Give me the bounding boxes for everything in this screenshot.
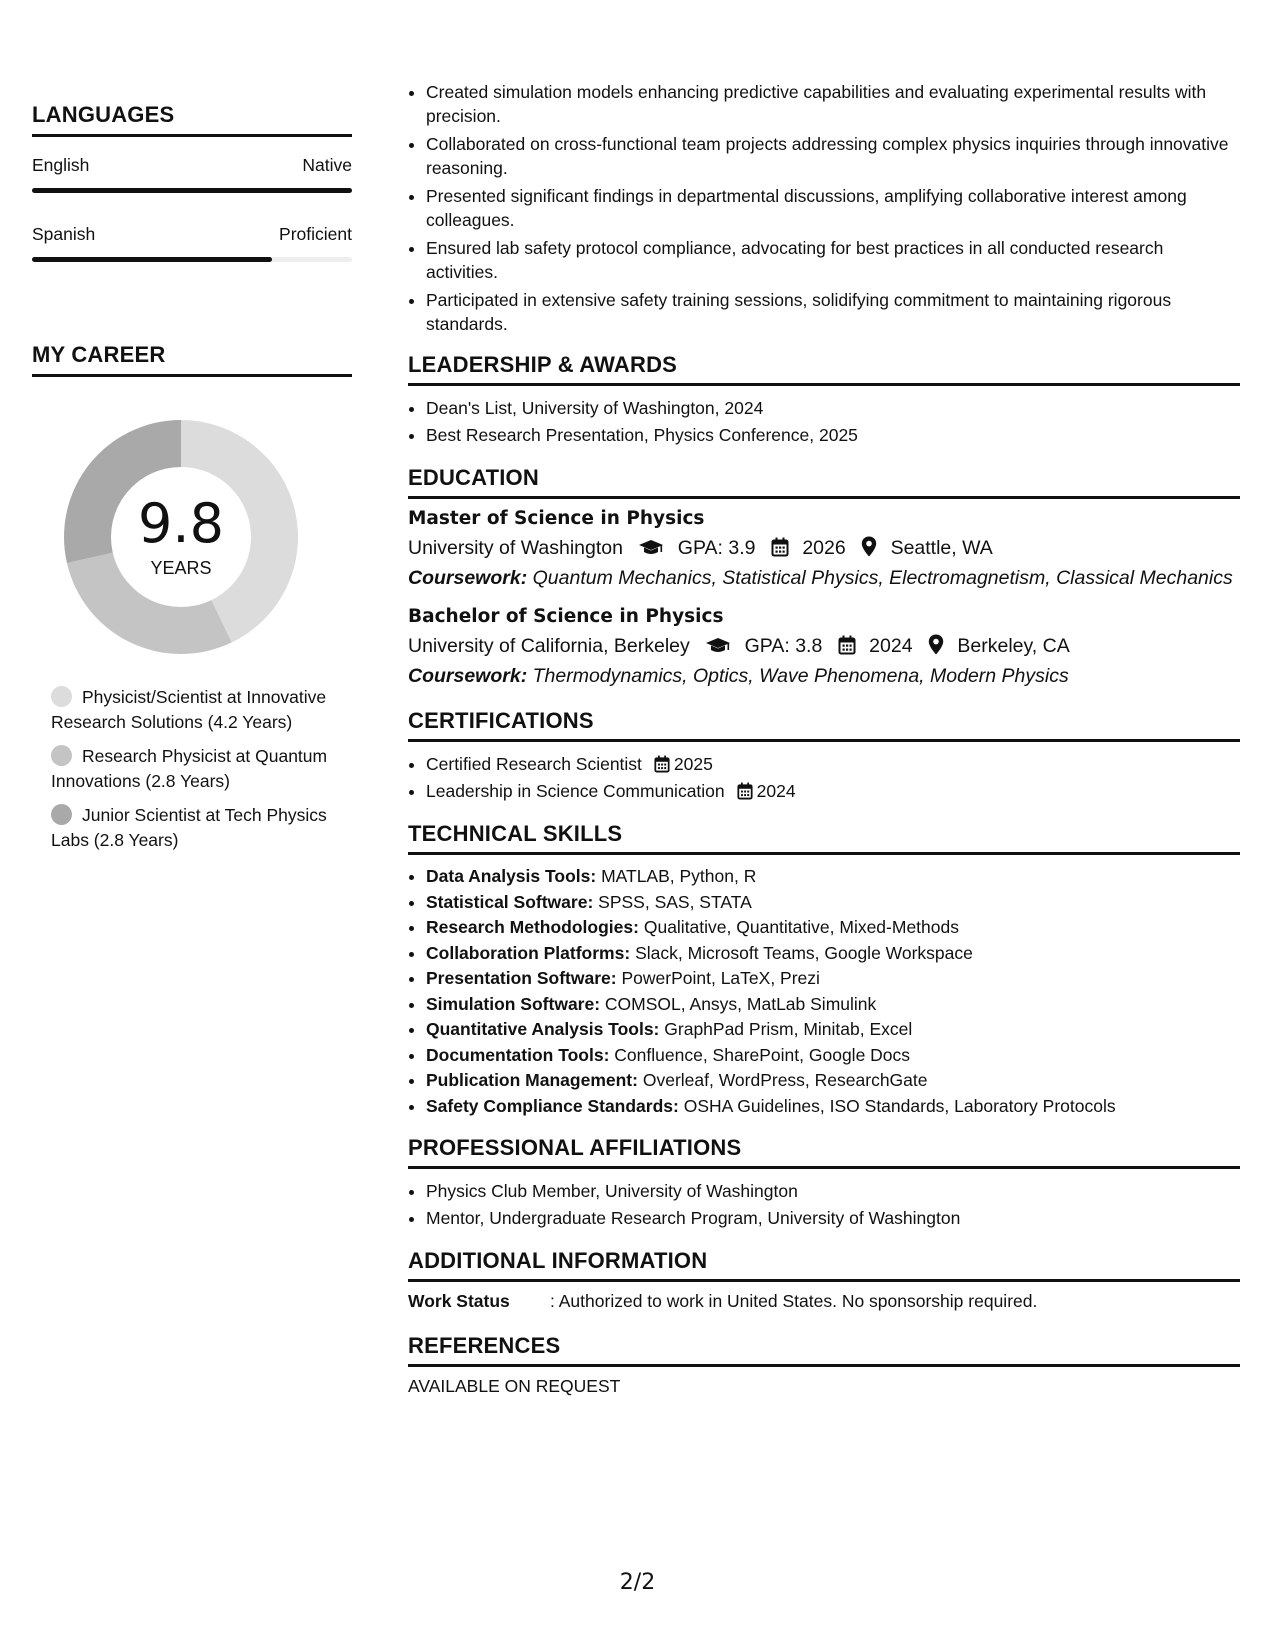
location-pin-icon <box>861 536 877 557</box>
skill-label: Data Analysis Tools: <box>426 866 597 886</box>
certification-item <box>426 751 1240 778</box>
experience-bullet: • Collaborated on cross-functional team projects addressing complex physics inquiries through innovative reasoning. <box>426 132 1240 180</box>
career-total-unit: YEARS <box>150 558 212 578</box>
education-meta <box>408 536 1240 560</box>
certification-name: Leadership in Science Communication <box>426 781 725 801</box>
coursework-list: Thermodynamics, Optics, Wave Phenomena, Modern Physics <box>532 665 1069 687</box>
work-status-label: Work Status <box>408 1291 510 1311</box>
skill-label: Collaboration Platforms: <box>426 942 631 963</box>
skill-label: Publication Management: <box>426 1070 638 1090</box>
certification-year: 2024 <box>756 781 796 801</box>
skill-value: PowerPoint, LaTeX, Prezi <box>621 968 820 988</box>
calendar-icon <box>771 537 789 557</box>
certification-name: Certified Research Scientist <box>426 754 642 774</box>
skill-item <box>426 992 1240 1018</box>
degree-title: Master of Science in Physics <box>408 508 705 529</box>
coursework-label: Coursework: <box>408 665 528 687</box>
skill-value: SPSS, SAS, STATA <box>598 891 752 912</box>
references-section <box>408 1333 1240 1397</box>
skill-item <box>426 1094 1240 1120</box>
calendar-icon <box>654 755 670 773</box>
coursework-list: Quantum Mechanics, Statistical Physics, Electromagnetism, Classical Mechanics <box>532 567 1233 589</box>
leadership-heading: LEADERSHIP & AWARDS <box>408 352 1240 386</box>
affiliation-item: • Mentor, Undergraduate Research Program, University of Washington <box>426 1205 1240 1232</box>
certification-year: 2025 <box>673 754 713 774</box>
additional-info-section <box>408 1248 1240 1317</box>
leadership-item: • Best Research Presentation, Physics Conference, 2025 <box>426 422 1240 449</box>
education-heading: EDUCATION <box>408 465 1240 499</box>
career-legend-label: Physicist/Scientist at Innovative Research Solutions (4.2 Years) <box>51 687 327 732</box>
experience-bullet: • Participated in extensive safety training sessions, solidifying commitment to maintaining rigorous standards. <box>426 288 1240 336</box>
career-total-value: 9.8 <box>138 492 224 555</box>
career-legend-dot <box>51 686 72 707</box>
skill-label: Research Methodologies: <box>426 917 639 937</box>
school-location: Seattle, WA <box>890 537 993 559</box>
education-entry <box>408 508 1240 590</box>
graduation-cap-icon <box>638 539 664 557</box>
language-level: Proficient <box>279 224 352 244</box>
language-proficiency-fill <box>32 188 352 193</box>
skill-item <box>426 941 1240 967</box>
calendar-icon <box>838 635 856 655</box>
gpa: GPA: 3.8 <box>744 635 823 657</box>
skill-item <box>426 1017 1240 1043</box>
career-legend-item <box>51 803 341 853</box>
skill-label: Quantitative Analysis Tools: <box>426 1019 660 1039</box>
language-proficiency-bar <box>32 188 352 193</box>
skills-heading: TECHNICAL SKILLS <box>408 821 1240 855</box>
skill-value: COMSOL, Ansys, MatLab Simulink <box>604 993 877 1014</box>
career-legend-dot <box>51 745 72 766</box>
school-name: University of California, Berkeley <box>408 635 690 657</box>
skill-value: Qualitative, Quantitative, Mixed-Methods <box>643 917 959 937</box>
education-entry <box>408 606 1240 688</box>
career-heading: MY CAREER <box>32 342 352 377</box>
career-legend-label: Junior Scientist at Tech Physics Labs (2.8 Years) <box>51 805 327 850</box>
career-legend-dot <box>51 804 72 825</box>
work-status-value: : Authorized to work in United States. No sponsorship required. <box>550 1291 1038 1311</box>
skill-value: MATLAB, Python, R <box>601 866 757 886</box>
skill-item <box>426 915 1240 941</box>
skill-value: Overleaf, WordPress, ResearchGate <box>642 1070 928 1090</box>
references-text: AVAILABLE ON REQUEST <box>408 1376 621 1396</box>
skill-item <box>426 890 1240 916</box>
calendar-icon <box>737 782 753 800</box>
experience-bullet: • Ensured lab safety protocol compliance, advocating for best practices in all conducted research activities. <box>426 236 1240 284</box>
experience-bullet: • Presented significant findings in departmental discussions, amplifying collaborative interest among colleagues. <box>426 184 1240 232</box>
skill-label: Safety Compliance Standards: <box>426 1095 679 1116</box>
skill-value: OSHA Guidelines, ISO Standards, Laboratory Protocols <box>683 1095 1116 1116</box>
language-proficiency-fill <box>32 257 272 262</box>
language-name: English <box>32 155 90 175</box>
skill-value: Confluence, SharePoint, Google Docs <box>614 1044 911 1065</box>
coursework-label: Coursework: <box>408 567 528 589</box>
skill-item <box>426 966 1240 992</box>
skill-item <box>426 1068 1240 1094</box>
location-pin-icon <box>928 634 944 655</box>
affiliation-item: • Physics Club Member, University of Washington <box>426 1178 1240 1205</box>
skills-list <box>408 864 1240 1119</box>
leadership-section <box>408 352 1240 449</box>
gpa: GPA: 3.9 <box>677 537 756 559</box>
languages-heading: LANGUAGES <box>32 102 352 137</box>
language-name: Spanish <box>32 224 96 244</box>
affiliations-heading: PROFESSIONAL AFFILIATIONS <box>408 1135 1240 1169</box>
education-meta <box>408 634 1240 658</box>
additional-info-heading: ADDITIONAL INFORMATION <box>408 1248 1240 1282</box>
career-legend-label: Research Physicist at Quantum Innovations (2.8 Years) <box>51 746 328 791</box>
skill-value: Slack, Microsoft Teams, Google Workspace <box>635 942 973 963</box>
affiliations-section <box>408 1135 1240 1232</box>
skill-item <box>426 1043 1240 1069</box>
coursework <box>408 664 1240 688</box>
certifications-list <box>408 751 1240 805</box>
leadership-list <box>408 395 1240 449</box>
certifications-heading: CERTIFICATIONS <box>408 708 1240 742</box>
skill-label: Presentation Software: <box>426 968 617 988</box>
skill-label: Documentation Tools: <box>426 1044 610 1065</box>
language-proficiency-bar <box>32 257 352 262</box>
references-heading: REFERENCES <box>408 1333 1240 1367</box>
skills-section <box>408 821 1240 1119</box>
career-legend-item <box>51 685 341 735</box>
certifications-section <box>408 708 1240 805</box>
degree-title: Bachelor of Science in Physics <box>408 606 724 627</box>
skill-label: Simulation Software: <box>426 993 601 1014</box>
experience-bullet: • Created simulation models enhancing predictive capabilities and evaluating experimental results with precision. <box>426 80 1240 128</box>
career-donut-chart <box>56 412 306 662</box>
education-section <box>408 465 1240 688</box>
school-location: Berkeley, CA <box>957 635 1070 657</box>
career-legend <box>51 685 341 862</box>
right-column <box>408 80 1240 1397</box>
skill-item <box>426 864 1240 890</box>
coursework <box>408 566 1240 590</box>
certification-item <box>426 778 1240 805</box>
school-name: University of Washington <box>408 537 623 559</box>
skill-value: GraphPad Prism, Minitab, Excel <box>664 1019 913 1039</box>
graduation-year: 2024 <box>869 635 913 657</box>
leadership-item: • Dean's List, University of Washington, 2024 <box>426 395 1240 422</box>
graduation-year: 2026 <box>802 537 846 559</box>
page-number: 2/2 <box>619 1570 656 1595</box>
skill-label: Statistical Software: <box>426 891 594 912</box>
career-legend-item <box>51 744 341 794</box>
experience-bullets <box>408 80 1240 336</box>
work-status-row <box>408 1291 1240 1317</box>
affiliations-list <box>408 1178 1240 1232</box>
language-level: Native <box>302 155 352 175</box>
graduation-cap-icon <box>705 637 731 655</box>
